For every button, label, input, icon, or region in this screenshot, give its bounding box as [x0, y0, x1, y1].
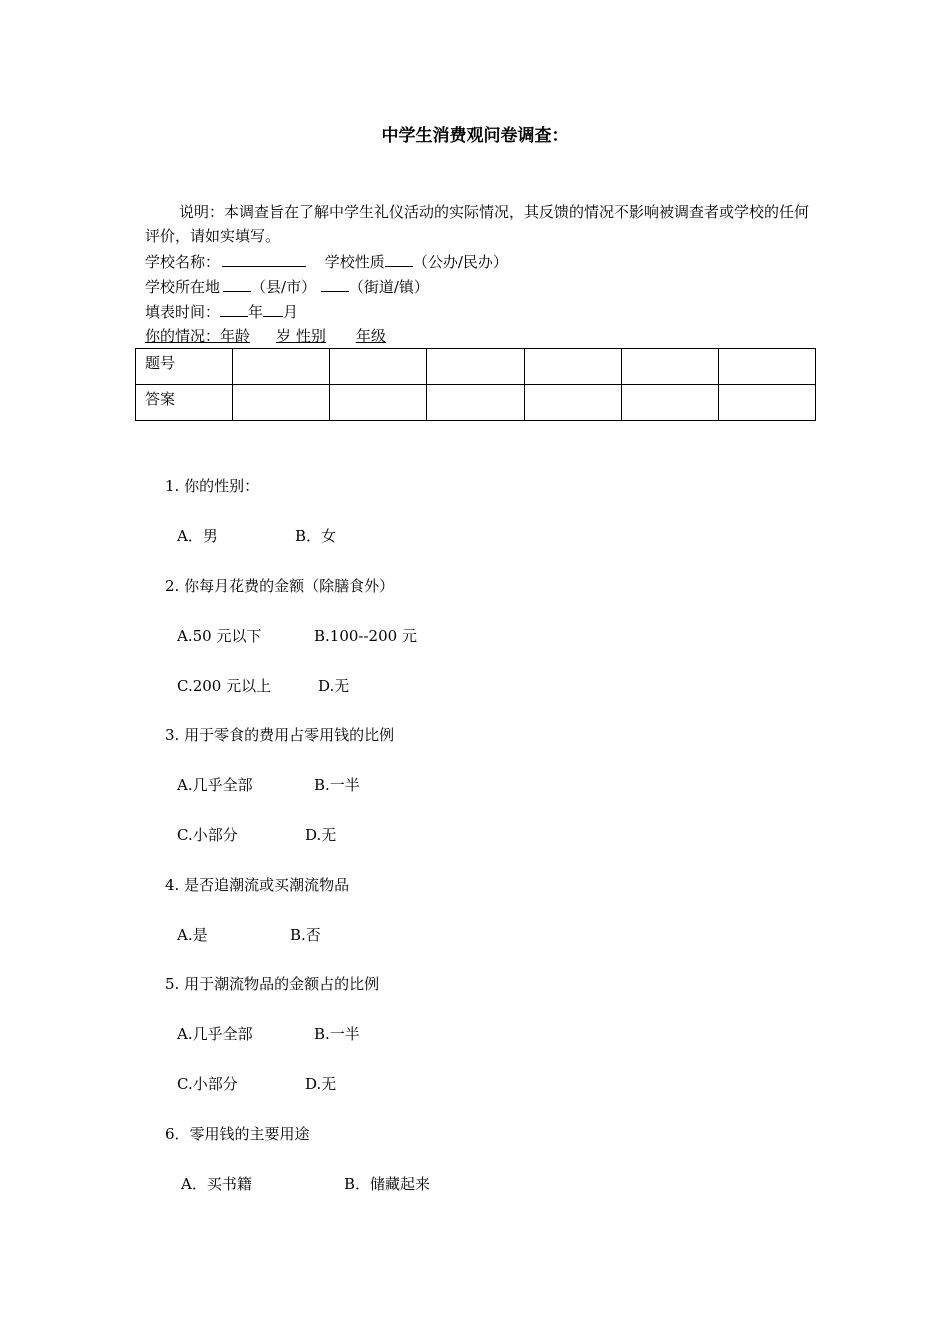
- table-cell[interactable]: [621, 385, 718, 421]
- month-unit: 月: [283, 303, 299, 321]
- county-blank[interactable]: [223, 277, 251, 292]
- school-name-blank[interactable]: [222, 252, 306, 267]
- age-label: 你的情况：年龄: [145, 327, 251, 345]
- age-blank[interactable]: [250, 327, 276, 345]
- year-unit: 年: [248, 303, 264, 321]
- table-row: [136, 349, 816, 385]
- year-blank[interactable]: [220, 302, 248, 317]
- option-6b[interactable]: B．储藏起来: [344, 1175, 431, 1193]
- option-5b[interactable]: B.一半: [314, 1025, 360, 1043]
- option-5c[interactable]: C.小部分: [177, 1075, 238, 1093]
- option-2b[interactable]: B.100--200 元: [314, 627, 417, 645]
- school-line: [145, 252, 508, 271]
- option-3d[interactable]: D.无: [305, 826, 337, 844]
- option-3a[interactable]: A.几乎全部: [177, 776, 253, 794]
- option-2d[interactable]: D.无: [318, 677, 350, 695]
- grade-label: 年级: [355, 327, 386, 345]
- table-cell[interactable]: [330, 349, 427, 385]
- school-type-hint: （公办/民办）: [412, 253, 508, 271]
- question-6: 6．零用钱的主要用途: [165, 1125, 310, 1143]
- option-2a[interactable]: A.50 元以下: [177, 627, 262, 645]
- question-5: 5. 用于潮流物品的金额占的比例: [165, 975, 380, 993]
- answer-label: 答案: [136, 385, 233, 421]
- answer-table: [135, 348, 816, 421]
- gender-blank[interactable]: [326, 327, 356, 345]
- table-cell[interactable]: [233, 385, 330, 421]
- school-name-label: 学校名称：: [145, 253, 221, 271]
- table-row: [136, 385, 816, 421]
- table-cell[interactable]: [427, 385, 524, 421]
- option-5d[interactable]: D.无: [305, 1075, 337, 1093]
- option-2c[interactable]: C.200 元以上: [177, 677, 272, 695]
- option-6a[interactable]: A．买书籍: [181, 1175, 252, 1193]
- option-3c[interactable]: C.小部分: [177, 826, 238, 844]
- personal-info-line: [145, 327, 400, 345]
- grade-blank[interactable]: [386, 327, 400, 345]
- table-cell[interactable]: [621, 349, 718, 385]
- question-1: 1. 你的性别：: [165, 477, 260, 495]
- option-4b[interactable]: B.否: [290, 926, 321, 944]
- table-cell[interactable]: [427, 349, 524, 385]
- location-label: 学校所在地: [145, 278, 221, 296]
- street-hint: （街道/镇）: [348, 278, 429, 296]
- table-cell[interactable]: [233, 349, 330, 385]
- date-label: 填表时间：: [145, 303, 221, 321]
- table-cell[interactable]: [524, 385, 621, 421]
- table-cell[interactable]: [330, 385, 427, 421]
- option-1b[interactable]: B．女: [295, 527, 337, 545]
- option-3b[interactable]: B.一半: [314, 776, 360, 794]
- school-type-label: 学校性质: [324, 253, 385, 271]
- option-1a[interactable]: A．男: [177, 527, 218, 545]
- date-line: [145, 302, 298, 321]
- street-blank[interactable]: [321, 277, 349, 292]
- month-blank[interactable]: [263, 302, 283, 317]
- location-line: [145, 277, 429, 296]
- table-cell[interactable]: [524, 349, 621, 385]
- age-unit: 岁: [276, 327, 292, 345]
- school-type-blank[interactable]: [385, 252, 413, 267]
- table-cell[interactable]: [718, 385, 815, 421]
- intro-text: 说明：本调查旨在了解中学生礼仪活动的实际情况，其反馈的情况不影响被调查者或学校的任何评价，请如实填写。: [145, 203, 810, 245]
- question-number-label: 题号: [136, 349, 233, 385]
- question-4: 4. 是否追潮流或买潮流物品: [165, 876, 350, 894]
- gender-label: 性别: [295, 327, 326, 345]
- option-5a[interactable]: A.几乎全部: [177, 1025, 253, 1043]
- table-cell[interactable]: [718, 349, 815, 385]
- question-3: 3. 用于零食的费用占零用钱的比例: [165, 726, 395, 744]
- question-2: 2. 你每月花费的金额（除膳食外）: [165, 577, 395, 595]
- county-hint: （县/市）: [251, 278, 317, 296]
- page-title: 中学生消费观问卷调查：: [381, 126, 569, 146]
- option-4a[interactable]: A.是: [177, 926, 208, 944]
